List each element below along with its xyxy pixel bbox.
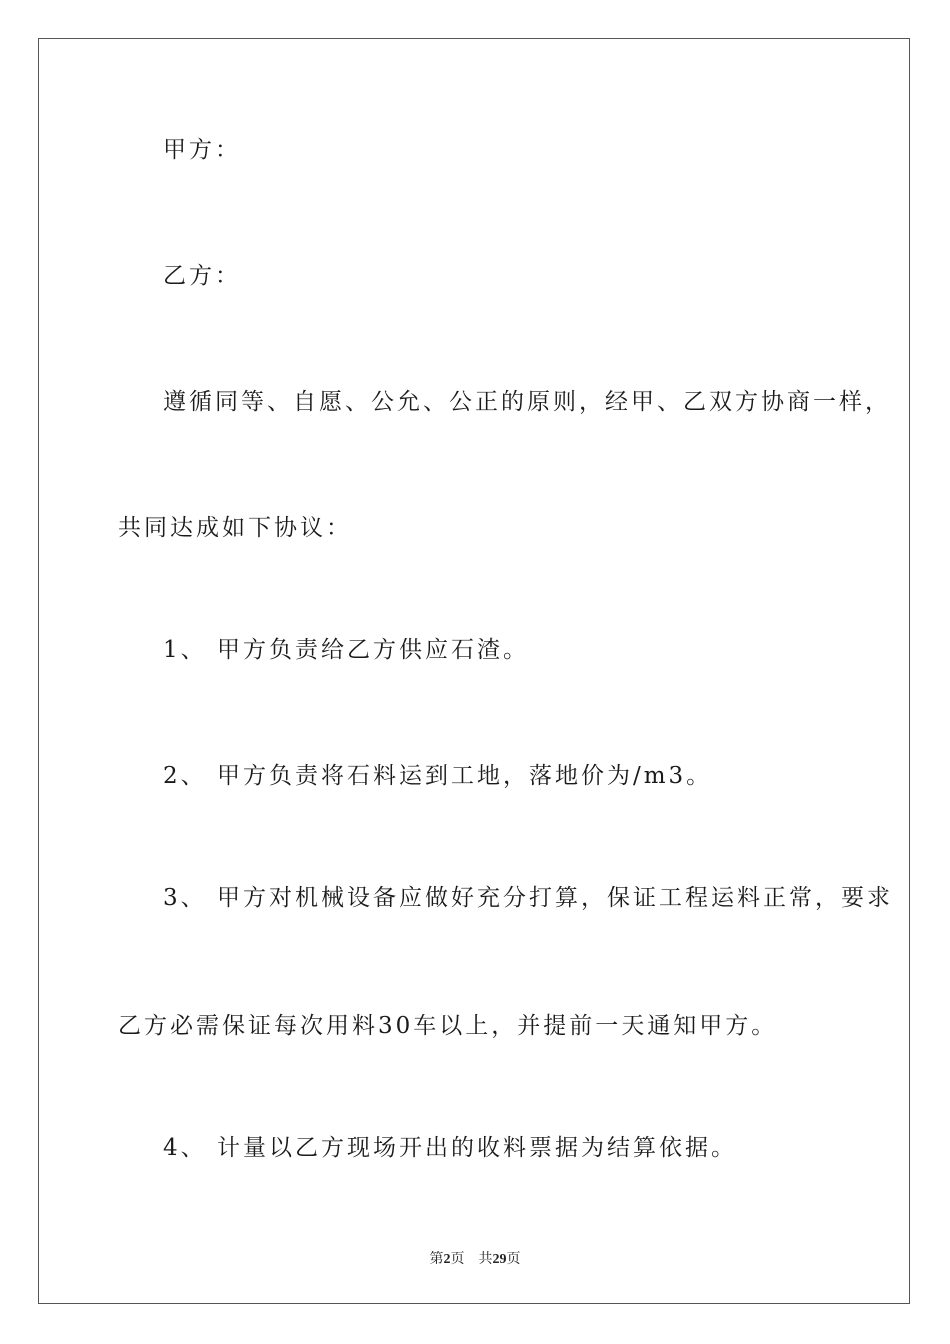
footer-total-suffix: 页 [506, 1252, 521, 1267]
footer-page-number: 2 [443, 1252, 451, 1267]
preamble-line-2: 共同达成如下协议： [118, 515, 352, 541]
clause-2: 2、 甲方负责将石料运到工地，落地价为/m3。 [163, 763, 713, 789]
page-footer [0, 1248, 950, 1268]
footer-total-prefix: 共 [478, 1252, 493, 1267]
footer-page-prefix: 第 [429, 1252, 444, 1267]
clause-1: 1、 甲方负责给乙方供应石渣。 [163, 637, 529, 663]
party-b-label: 乙方： [163, 263, 241, 289]
clause-3-line-2: 乙方必需保证每次用料30车以上，并提前一天通知甲方。 [118, 1013, 778, 1039]
page-border [38, 38, 910, 1304]
footer-total-pages: 29 [492, 1252, 507, 1267]
preamble-line-1: 遵循同等、自愿、公允、公正的原则，经甲、乙双方协商一样， [163, 389, 891, 415]
footer-page-suffix: 页 [450, 1252, 465, 1267]
party-a-label: 甲方： [163, 137, 241, 163]
clause-4: 4、 计量以乙方现场开出的收料票据为结算依据。 [163, 1135, 737, 1161]
clause-3-line-1: 3、 甲方对机械设备应做好充分打算，保证工程运料正常，要求 [163, 885, 893, 911]
